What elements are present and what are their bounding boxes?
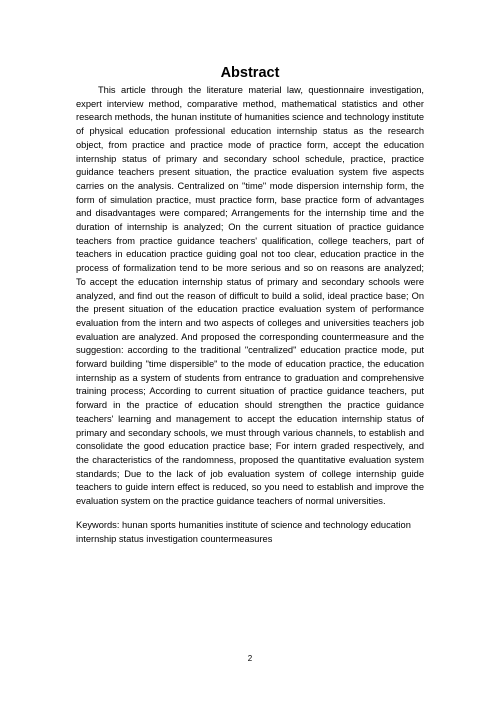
page-number: 2	[247, 654, 253, 663]
abstract-title: Abstract	[220, 65, 280, 81]
abstract-body: This article through the literature material law, questionnaire investigation, expert interview method, comparative method, mathematical statistics and other research methods, the hunan institute of humanities science and technology institute of physical education professional education internship status as the research object, from practice and practice mode of practice form, accept the education internship status of primary and secondary school schedule, practice, practice guidance teachers present situation, the practice evaluation system five aspects carries on the analysis. Centralized on "time" mode dispersion internship form, the form of simulation practice, must practice form, base practice form of advantages and disadvantages were compared; Arrangements for the internship time and the duration of internship is analyzed; On the current situation of practice guidance teachers from practice guidance teachers' qualification, college teachers, part of teachers in education practice guiding goal not too clear, education practice in the process of formalization tend to be more serious and so on reasons are analyzed; To accept the education internship status of primary and secondary schools were analyzed, and find out the reason of difficult to build a solid, ideal practice base; On the present situation of the education practice evaluation system of performance evaluation from the intern and two aspects of colleges and universities teachers job evaluation are analyzed. And proposed the corresponding countermeasure and the suggestion: according to the traditional "centralized" education practice mode, put forward building "time dispersible" to the mode of education practice, the education internship as a system of students from entrance to graduation and comprehensive training process; According to current situation of practice guidance teachers, put forward in the practice of education should strengthen the practice guidance teachers' learning and management to accept the education internship status of primary and secondary schools, we must through various channels, to establish and consolidate the good education practice base; For intern graded respectively, and the characteristics of the randomness, proposed the quantitative evaluation system standards; Due to the lack of job evaluation system of college internship guide teachers to guide intern effect is reduced, so you need to establish and improve the evaluation system on the practice guidance teachers of normal universities.	[76, 85, 424, 507]
keywords-line: Keywords: hunan sports humanities institute of science and technology education internship status investigation countermeasures	[76, 520, 411, 544]
